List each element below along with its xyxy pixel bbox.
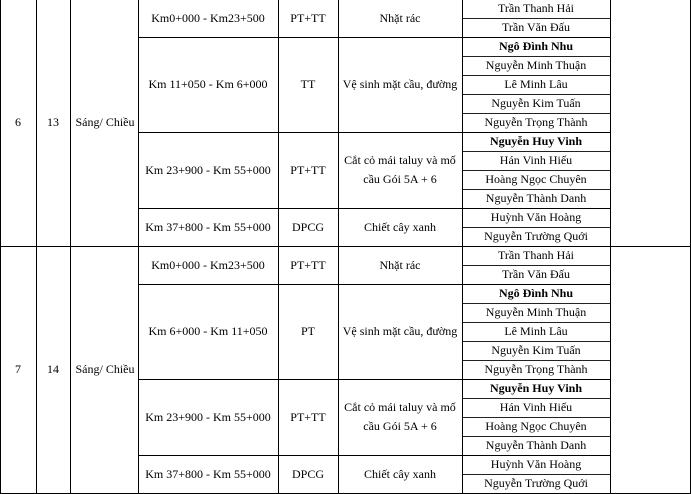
person-name-cell: Lê Minh Lâu: [504, 324, 568, 338]
person-row-divider: [462, 227, 610, 228]
unit-cell: DPCG: [291, 466, 324, 481]
person-name-cell: Trần Thanh Hải: [498, 248, 574, 262]
route-cell: Km 37+800 - Km 55+000: [145, 466, 271, 481]
person-name-cell: Nguyễn Huy Vinh: [489, 134, 583, 148]
person-row-divider: [462, 417, 610, 418]
route-cell: Km0+000 - Km23+500: [151, 257, 265, 272]
person-row-divider: [462, 151, 610, 152]
unit-cell: PT: [300, 324, 315, 338]
work-cell: Vệ sinh mặt cầu, đường: [342, 324, 458, 338]
route-cell: Km 23+900 - Km 55+000: [145, 162, 271, 177]
person-name-cell: Nguyễn Trường Quới: [484, 229, 588, 243]
person-row-divider: [462, 360, 610, 361]
column-divider: [610, 0, 611, 494]
person-row-divider: [462, 322, 610, 323]
work-cell: Nhặt rác: [379, 257, 421, 272]
person-name-cell: Hoàng Ngọc Chuyên: [485, 172, 587, 186]
column-divider: [0, 0, 1, 494]
person-name-cell: Hoàng Ngọc Chuyên: [485, 419, 587, 433]
person-row-divider: [462, 170, 610, 171]
task-row-divider: [138, 284, 610, 285]
group-divider: [0, 246, 691, 247]
route-cell: Km 23+900 - Km 55+000: [145, 409, 271, 424]
route-cell: Km 37+800 - Km 55+000: [145, 219, 271, 234]
task-row-divider: [138, 208, 610, 209]
person-row-divider: [462, 436, 610, 437]
unit-cell: PT+TT: [290, 257, 326, 272]
person-name-cell: Huỳnh Văn Hoàng: [490, 210, 582, 224]
person-row-divider: [462, 18, 610, 19]
work-cell: Cắt cỏ mái taluy và mố cầu Gói 5A + 6: [344, 400, 456, 433]
task-row-divider: [138, 132, 610, 133]
person-row-divider: [462, 303, 610, 304]
person-name-cell: Hán Vinh Hiếu: [499, 153, 573, 167]
column-divider: [138, 0, 139, 494]
task-row-divider: [138, 37, 610, 38]
day-cell: 13: [47, 115, 59, 129]
person-name-cell: Huỳnh Văn Hoàng: [490, 457, 582, 471]
person-row-divider: [462, 94, 610, 95]
task-row-divider: [138, 455, 610, 456]
person-row-divider: [462, 189, 610, 190]
row-number-cell: 6: [15, 115, 21, 129]
person-name-cell: Nguyễn Trường Quới: [484, 476, 588, 490]
person-name-cell: Trần Thanh Hải: [498, 1, 574, 15]
day-cell: 14: [47, 362, 59, 376]
work-cell: Cắt cỏ mái taluy và mố cầu Gói 5A + 6: [344, 153, 456, 186]
row-number-cell: 7: [15, 362, 21, 376]
route-cell: Km0+000 - Km23+500: [151, 10, 265, 25]
person-row-divider: [462, 474, 610, 475]
column-divider: [70, 0, 71, 494]
shift-cell: Sáng/ Chiều: [75, 362, 135, 376]
person-name-cell: Nguyễn Thành Danh: [485, 438, 587, 452]
person-name-cell: Trần Văn Đấu: [502, 20, 570, 34]
person-name-cell: Nguyễn Huy Vinh: [489, 381, 583, 395]
person-name-cell: Nguyễn Kim Tuấn: [491, 96, 581, 110]
person-name-cell: Ngô Đình Nhu: [498, 286, 574, 300]
person-name-cell: Nguyễn Minh Thuận: [485, 58, 587, 72]
person-row-divider: [462, 113, 610, 114]
person-name-cell: Lê Minh Lâu: [504, 77, 568, 91]
person-row-divider: [462, 56, 610, 57]
person-name-cell: Nguyễn Minh Thuận: [485, 305, 587, 319]
route-cell: Km 6+000 - Km 11+050: [148, 324, 268, 338]
column-divider: [278, 0, 279, 494]
person-name-cell: Ngô Đình Nhu: [498, 39, 574, 53]
unit-cell: PT+TT: [290, 409, 326, 424]
column-divider: [462, 0, 463, 494]
person-name-cell: Hán Vinh Hiếu: [499, 400, 573, 414]
person-row-divider: [462, 265, 610, 266]
work-cell: Vệ sinh mặt cầu, đường: [342, 77, 458, 91]
unit-cell: PT+TT: [290, 10, 326, 25]
work-cell: Nhặt rác: [379, 10, 421, 25]
shift-cell: Sáng/ Chiều: [75, 115, 135, 129]
unit-cell: TT: [300, 77, 316, 91]
person-name-cell: Nguyễn Kim Tuấn: [491, 343, 581, 357]
person-row-divider: [462, 398, 610, 399]
work-cell: Chiết cây xanh: [364, 219, 436, 234]
route-cell: Km 11+050 - Km 6+000: [148, 77, 268, 91]
task-row-divider: [138, 379, 610, 380]
column-divider: [36, 0, 37, 494]
person-name-cell: Nguyễn Thành Danh: [485, 191, 587, 205]
work-cell: Chiết cây xanh: [364, 466, 436, 481]
person-name-cell: Nguyễn Trọng Thành: [484, 115, 588, 129]
person-name-cell: Trần Văn Đấu: [502, 267, 570, 281]
person-row-divider: [462, 341, 610, 342]
unit-cell: DPCG: [291, 219, 324, 234]
column-divider: [338, 0, 339, 494]
person-row-divider: [462, 75, 610, 76]
person-name-cell: Nguyễn Trọng Thành: [484, 362, 588, 376]
unit-cell: PT+TT: [290, 162, 326, 177]
